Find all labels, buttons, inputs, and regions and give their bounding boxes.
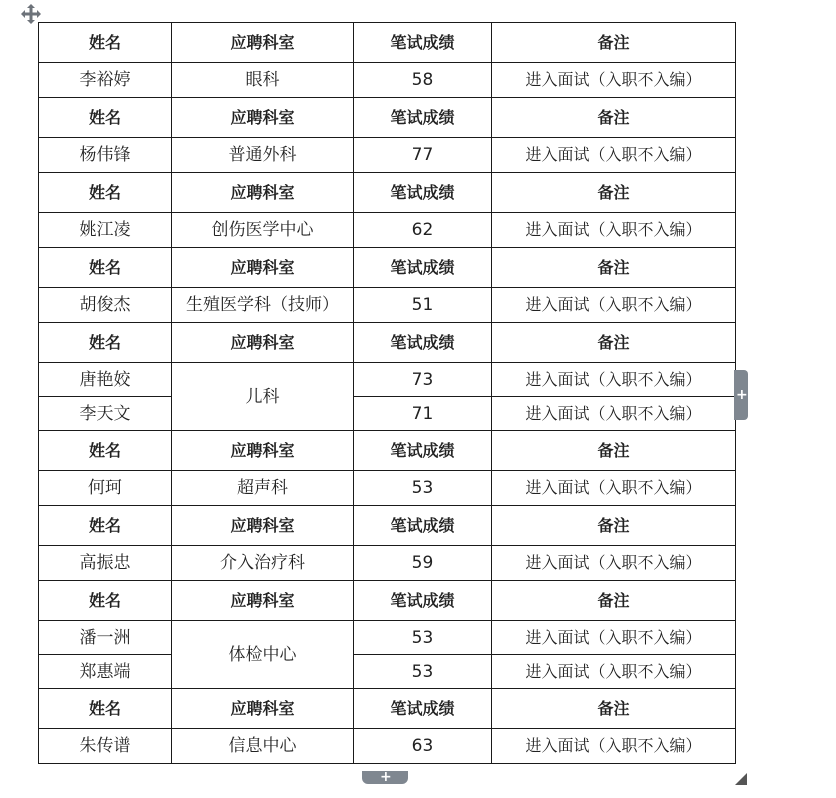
candidate-name: 朱传谱 [39, 729, 172, 764]
score-cell: 63 [354, 729, 492, 764]
department-cell: 创伤医学中心 [172, 213, 354, 248]
department-cell: 超声科 [172, 471, 354, 506]
table-row [39, 363, 736, 397]
header-row [39, 581, 736, 621]
department-cell: 体检中心 [172, 621, 354, 689]
candidate-name: 唐艳姣 [39, 363, 172, 397]
plus-icon: + [736, 387, 748, 403]
header-department: 应聘科室 [172, 581, 354, 621]
header-department: 应聘科室 [172, 431, 354, 471]
header-score: 笔试成绩 [354, 173, 492, 213]
candidate-name: 姚江凌 [39, 213, 172, 248]
score-cell: 59 [354, 546, 492, 581]
department-cell: 儿科 [172, 363, 354, 431]
header-name: 姓名 [39, 431, 172, 471]
table-row [39, 288, 736, 323]
header-name: 姓名 [39, 689, 172, 729]
table-row [39, 655, 736, 689]
note-cell: 进入面试（入职不入编） [492, 138, 736, 173]
header-name: 姓名 [39, 173, 172, 213]
candidate-name: 李裕婷 [39, 63, 172, 98]
note-cell: 进入面试（入职不入编） [492, 546, 736, 581]
note-cell: 进入面试（入职不入编） [492, 213, 736, 248]
note-cell: 进入面试（入职不入编） [492, 655, 736, 689]
candidate-name: 杨伟锋 [39, 138, 172, 173]
resize-corner-icon[interactable] [735, 773, 747, 785]
table-row [39, 397, 736, 431]
score-cell: 73 [354, 363, 492, 397]
table-row [39, 729, 736, 764]
header-name: 姓名 [39, 581, 172, 621]
note-cell: 进入面试（入职不入编） [492, 729, 736, 764]
header-name: 姓名 [39, 323, 172, 363]
score-cell: 53 [354, 471, 492, 506]
score-cell: 51 [354, 288, 492, 323]
note-cell: 进入面试（入职不入编） [492, 288, 736, 323]
header-name: 姓名 [39, 506, 172, 546]
header-note: 备注 [492, 431, 736, 471]
score-cell: 77 [354, 138, 492, 173]
table-row [39, 546, 736, 581]
table-row [39, 621, 736, 655]
note-cell: 进入面试（入职不入编） [492, 397, 736, 431]
plus-icon: + [380, 769, 392, 785]
header-row [39, 506, 736, 546]
candidate-name: 高振忠 [39, 546, 172, 581]
candidate-name: 潘一洲 [39, 621, 172, 655]
header-department: 应聘科室 [172, 98, 354, 138]
candidate-name: 胡俊杰 [39, 288, 172, 323]
header-row [39, 248, 736, 288]
score-table [38, 22, 736, 764]
score-cell: 53 [354, 655, 492, 689]
score-cell: 53 [354, 621, 492, 655]
header-score: 笔试成绩 [354, 323, 492, 363]
header-row [39, 98, 736, 138]
header-note: 备注 [492, 689, 736, 729]
table-row [39, 138, 736, 173]
header-row [39, 173, 736, 213]
candidate-name: 何珂 [39, 471, 172, 506]
header-note: 备注 [492, 248, 736, 288]
header-department: 应聘科室 [172, 323, 354, 363]
header-score: 笔试成绩 [354, 431, 492, 471]
header-note: 备注 [492, 23, 736, 63]
table-row [39, 213, 736, 248]
table-row [39, 471, 736, 506]
table-row [39, 63, 736, 98]
header-department: 应聘科室 [172, 689, 354, 729]
candidate-name: 郑惠端 [39, 655, 172, 689]
note-cell: 进入面试（入职不入编） [492, 63, 736, 98]
add-column-button[interactable] [734, 370, 748, 420]
header-score: 笔试成绩 [354, 98, 492, 138]
header-note: 备注 [492, 323, 736, 363]
score-cell: 62 [354, 213, 492, 248]
header-score: 笔试成绩 [354, 23, 492, 63]
header-department: 应聘科室 [172, 248, 354, 288]
department-cell: 普通外科 [172, 138, 354, 173]
note-cell: 进入面试（入职不入编） [492, 363, 736, 397]
header-row [39, 689, 736, 729]
header-note: 备注 [492, 581, 736, 621]
header-row [39, 323, 736, 363]
score-cell: 58 [354, 63, 492, 98]
score-cell: 71 [354, 397, 492, 431]
note-cell: 进入面试（入职不入编） [492, 621, 736, 655]
candidate-name: 李天文 [39, 397, 172, 431]
header-note: 备注 [492, 173, 736, 213]
department-cell: 眼科 [172, 63, 354, 98]
add-row-button[interactable] [362, 771, 408, 784]
header-score: 笔试成绩 [354, 248, 492, 288]
header-name: 姓名 [39, 23, 172, 63]
header-row [39, 23, 736, 63]
header-department: 应聘科室 [172, 173, 354, 213]
header-department: 应聘科室 [172, 506, 354, 546]
header-score: 笔试成绩 [354, 506, 492, 546]
header-department: 应聘科室 [172, 23, 354, 63]
header-name: 姓名 [39, 98, 172, 138]
header-score: 笔试成绩 [354, 689, 492, 729]
header-name: 姓名 [39, 248, 172, 288]
header-row [39, 431, 736, 471]
header-score: 笔试成绩 [354, 581, 492, 621]
note-cell: 进入面试（入职不入编） [492, 471, 736, 506]
department-cell: 信息中心 [172, 729, 354, 764]
header-note: 备注 [492, 98, 736, 138]
header-note: 备注 [492, 506, 736, 546]
department-cell: 生殖医学科（技师） [172, 288, 354, 323]
department-cell: 介入治疗科 [172, 546, 354, 581]
